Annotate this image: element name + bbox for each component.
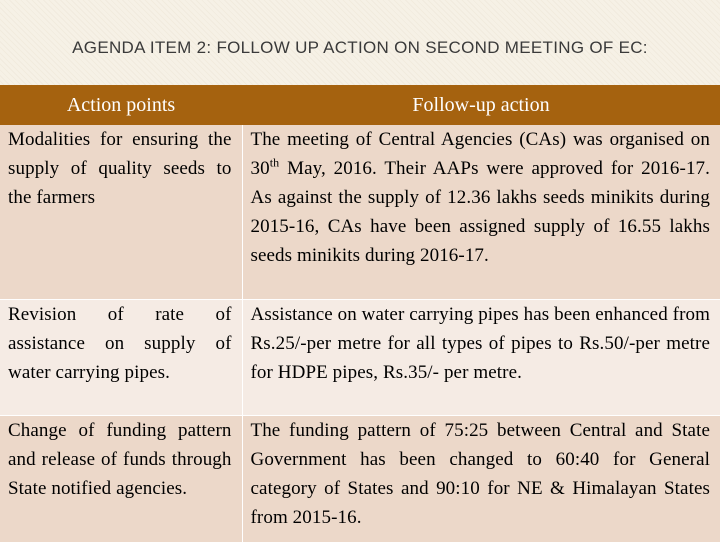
action-point-cell: Change of funding pattern and release of funds through State notified agencies.	[0, 416, 242, 542]
follow-up-text: The meeting of Central Agencies (CAs) was organised on 30	[251, 129, 711, 179]
slide-title: AGENDA ITEM 2: FOLLOW UP ACTION ON SECOND MEETING OF EC:	[0, 38, 720, 58]
ordinal-suffix: th	[270, 156, 280, 170]
header-follow-up-action: Follow-up action	[242, 85, 720, 125]
header-action-points: Action points	[0, 85, 242, 125]
follow-up-cell: Assistance on water carrying pipes has been enhanced from Rs.25/-per metre for all types of pipes to Rs.50/-per metre for HDPE pipes, Rs.35/- per metre.	[242, 300, 720, 416]
table-header-row	[0, 85, 720, 125]
follow-up-cell: The funding pattern of 75:25 between Central and State Government has been changed to 60:40 for General category of States and 90:10 for NE & Himalayan States from 2015-16.	[242, 416, 720, 542]
action-point-cell: Modalities for ensuring the supply of quality seeds to the farmers	[0, 125, 242, 300]
table-row	[0, 416, 720, 542]
agenda-table	[0, 85, 720, 542]
action-point-cell: Revision of rate of assistance on supply of water carrying pipes.	[0, 300, 242, 416]
follow-up-cell	[242, 125, 720, 300]
table-row	[0, 125, 720, 300]
follow-up-text: May, 2016. Their AAPs were approved for 2016-17. As against the supply of 12.36 lakhs seeds minikits during 2015-16, CAs have been assigned supply of 16.55 lakhs seeds minikits during 2016-17.	[251, 158, 711, 266]
table-row	[0, 300, 720, 416]
